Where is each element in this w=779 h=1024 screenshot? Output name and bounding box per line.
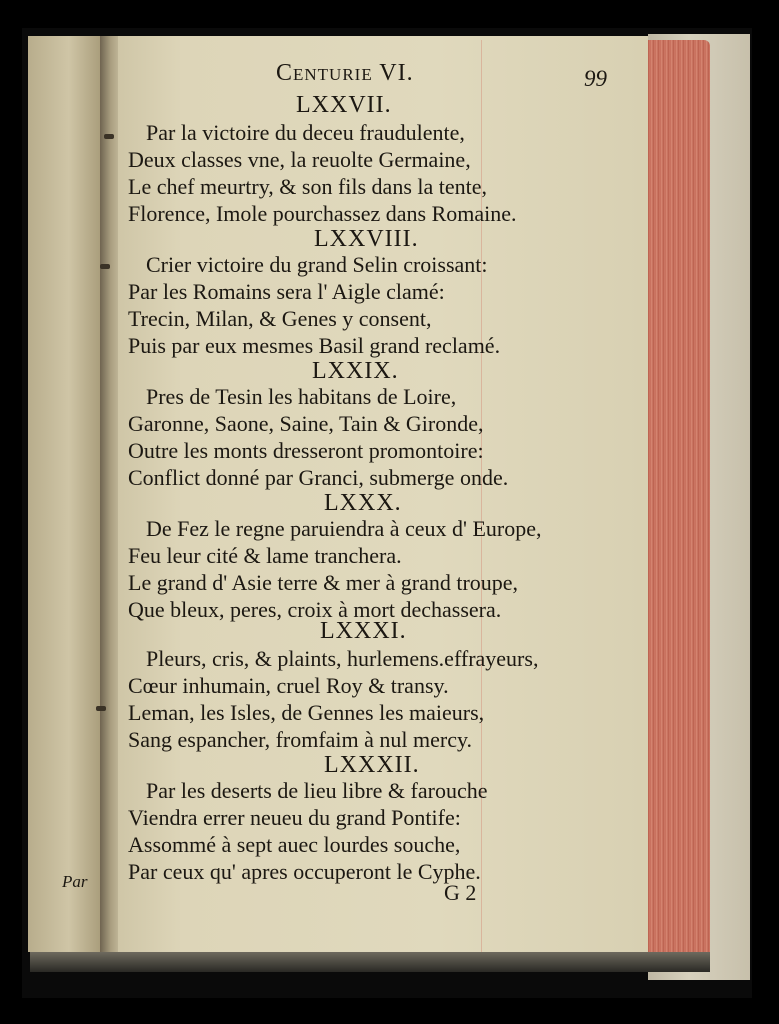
catchword: Par: [62, 872, 88, 891]
quatrain-numeral: LXXVII.: [296, 92, 392, 118]
verse-line: Pleurs, cris, & plaints, hurlemens.effrayeurs,: [146, 646, 539, 671]
bottom-band: [30, 952, 710, 972]
binding-thread: [104, 134, 114, 139]
verse-line: Par ceux qu' apres occuperont le Cyphe.: [128, 859, 481, 884]
verse-line: Outre les monts dresseront promontoire:: [128, 438, 484, 463]
verse-line: Pres de Tesin les habitans de Loire,: [146, 384, 457, 409]
quatrain-numeral: LXXX.: [324, 490, 402, 516]
verse-line: Par les deserts de lieu libre & farouche: [146, 778, 488, 803]
binding-thread: [96, 706, 106, 711]
verse-line: Le grand d' Asie terre & mer à grand troupe,: [128, 570, 519, 595]
verse-line: Crier victoire du grand Selin croissant:: [146, 252, 488, 277]
quatrain-numeral: LXXXII.: [324, 752, 420, 778]
verse-line: Florence, Imole pourchassez dans Romaine.: [128, 201, 517, 226]
verse-line: Par la victoire du deceu fraudulente,: [146, 120, 465, 145]
verse-line: Cœur inhumain, cruel Roy & transy.: [128, 673, 449, 698]
verse-line: Feu leur cité & lame tranchera.: [128, 543, 402, 568]
verse-line: Puis par eux mesmes Basil grand reclamé.: [128, 333, 501, 358]
verse-line: Deux classes vne, la reuolte Germaine,: [128, 147, 471, 172]
quatrain-numeral: LXXVIII.: [314, 226, 419, 252]
signature-mark: G 2: [444, 880, 477, 905]
verse-line: Assommé à sept auec lourdes souche,: [128, 832, 461, 857]
page-number: 99: [584, 66, 607, 91]
verse-line: Par les Romains sera l' Aigle clamé:: [128, 279, 445, 304]
verse-line: Garonne, Saone, Saine, Tain & Gironde,: [128, 411, 484, 436]
quatrain-numeral: LXXXI.: [320, 618, 407, 644]
verse-line: Viendra errer neueu du grand Pontife:: [128, 805, 461, 830]
running-head: Centurie VI.: [276, 60, 414, 86]
page-edges: [640, 40, 710, 962]
verse-line: Le chef meurtry, & son fils dans la tente,: [128, 174, 488, 199]
quatrain-numeral: LXXIX.: [312, 358, 399, 384]
verse-line: De Fez le regne paruiendra à ceux d' Europe,: [146, 516, 542, 541]
binding-thread: [100, 264, 110, 269]
verse-line: Conflict donné par Granci, submerge onde.: [128, 465, 509, 490]
verse-line: Leman, les Isles, de Gennes les maieurs,: [128, 700, 485, 725]
verse-line: Sang espancher, fromfaim à nul mercy.: [128, 727, 473, 752]
left-page: [28, 36, 104, 952]
verse-line: Trecin, Milan, & Genes y consent,: [128, 306, 432, 331]
verse-line: Que bleux, peres, croix à mort dechassera.: [128, 597, 502, 622]
